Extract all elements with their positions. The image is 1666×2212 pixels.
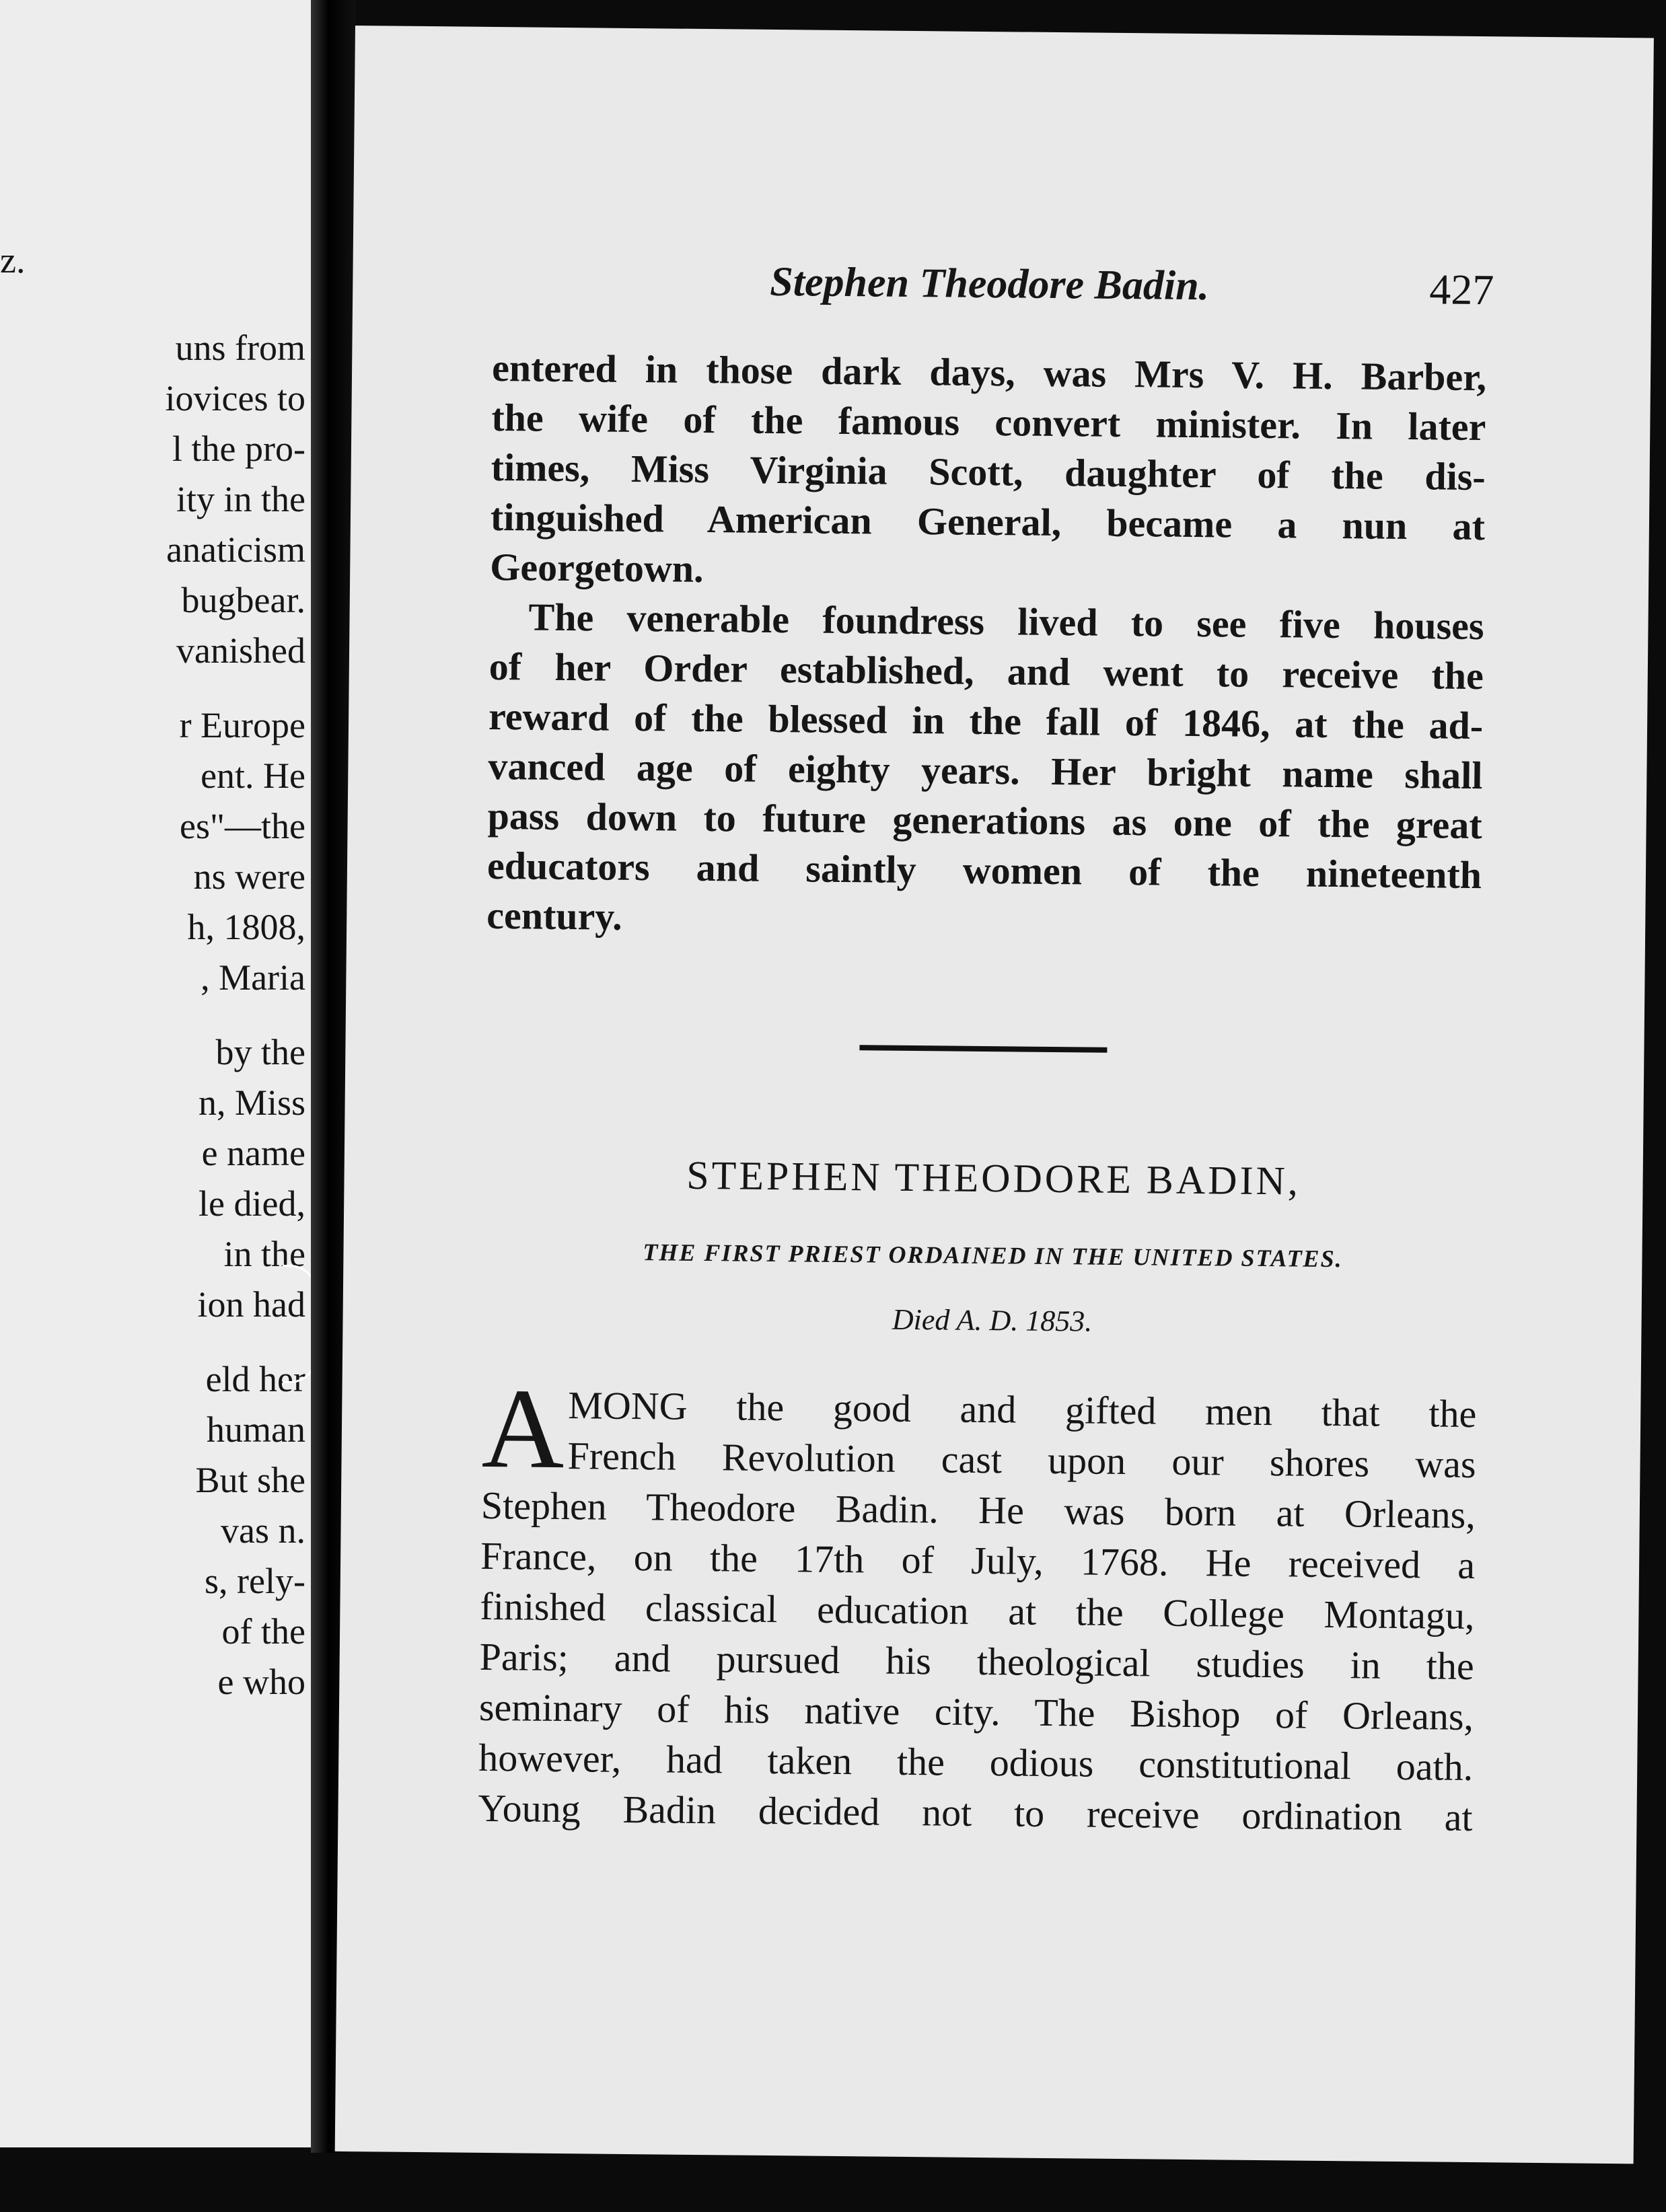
facing-page-line: le died, — [198, 1183, 305, 1224]
facing-page-line: ent. He — [201, 755, 305, 796]
text-line: Young Badin decided not to receive ordination at — [478, 1785, 1473, 1840]
facing-page-line: eld her — [205, 1359, 305, 1399]
book-page — [335, 26, 1654, 2164]
facing-page-line: r Europe — [179, 705, 305, 745]
facing-page-line: z. — [0, 240, 26, 281]
text-line: MONG the good and gifted men that the — [568, 1383, 1477, 1436]
text-line: The venerable foundress lived to see five houses — [528, 595, 1484, 649]
text-line: finished classical education at the College Montagu, — [480, 1584, 1475, 1638]
paragraph-1 — [490, 343, 1486, 601]
text-line: France, on the 17th of July, 1768. He received a — [480, 1533, 1476, 1588]
facing-page-line: in the — [223, 1234, 305, 1274]
page-number: 427 — [1428, 265, 1494, 314]
facing-page-line: n, Miss — [198, 1082, 305, 1123]
paragraph-3 — [478, 1364, 1477, 1843]
text-line: French Revolution cast upon our shores was — [567, 1434, 1476, 1487]
text-line: vanced age of eighty years. Her bright name shall — [488, 743, 1483, 798]
text-line: educators and saintly women of the nineteenth — [486, 843, 1482, 897]
paragraph-2 — [486, 592, 1484, 950]
text-line: of her Order established, and went to receive the — [488, 644, 1484, 698]
facing-page-line: iovices to — [165, 378, 305, 418]
facing-page-line: e name — [201, 1133, 305, 1173]
text-line: seminary of his native city. The Bishop of Orleans, — [478, 1685, 1474, 1739]
text-line: Paris; and pursued his theological studies in the — [479, 1634, 1474, 1689]
facing-page-line: anaticism — [166, 529, 305, 570]
facing-page-line: e who — [217, 1662, 305, 1702]
facing-page-line: uns from — [175, 328, 305, 368]
facing-page-line: h, 1808, — [187, 907, 305, 947]
facing-page-line: of the — [221, 1611, 305, 1652]
text-line: however, had taken the odious constitutional oath. — [478, 1735, 1474, 1790]
facing-page-line: ity in the — [176, 479, 305, 519]
text-line: century. — [486, 893, 622, 938]
text-line: pass down to future generations as one of the great — [487, 793, 1482, 848]
facing-page-line: es"—the — [180, 806, 305, 846]
drop-cap: A — [481, 1364, 565, 1493]
facing-page-fragment — [0, 0, 311, 2147]
facing-page-line: bugbear. — [181, 580, 305, 620]
text-line: Stephen Theodore Badin. He was born at Orleans, — [480, 1483, 1476, 1537]
section-divider — [859, 1045, 1107, 1053]
text-line: the wife of the famous convert minister. In later — [491, 395, 1486, 449]
chapter-date: Died A. D. 1853. — [892, 1302, 1093, 1338]
facing-page-line: , Maria — [201, 957, 305, 998]
facing-page-line: ion had — [197, 1284, 305, 1325]
facing-page-line: vas n. — [221, 1510, 305, 1551]
text-line: tinguished American General, became a nun at — [490, 494, 1486, 549]
text-line: entered in those dark days, was Mrs V. H. Barber, — [491, 345, 1487, 400]
facing-page-line: by the — [215, 1032, 305, 1072]
facing-page-line: l the pro- — [172, 429, 305, 469]
text-line: times, Miss Virginia Scott, daughter of the dis- — [491, 445, 1486, 499]
facing-page-line: vanished — [176, 630, 305, 671]
text-line: reward of the blessed in the fall of 1846, at the ad- — [488, 694, 1484, 748]
running-head: Stephen Theodore Badin. — [770, 258, 1210, 309]
chapter-title: STEPHEN THEODORE BADIN, — [686, 1152, 1301, 1204]
facing-page-line: human — [207, 1409, 305, 1450]
facing-page-line: But she — [195, 1460, 305, 1500]
chapter-subtitle: THE FIRST PRIEST ORDAINED IN THE UNITED STATES. — [643, 1239, 1343, 1273]
text-line: Georgetown. — [489, 544, 704, 591]
facing-page-line: ns were — [193, 856, 305, 897]
facing-page-line: s, rely- — [205, 1561, 305, 1601]
